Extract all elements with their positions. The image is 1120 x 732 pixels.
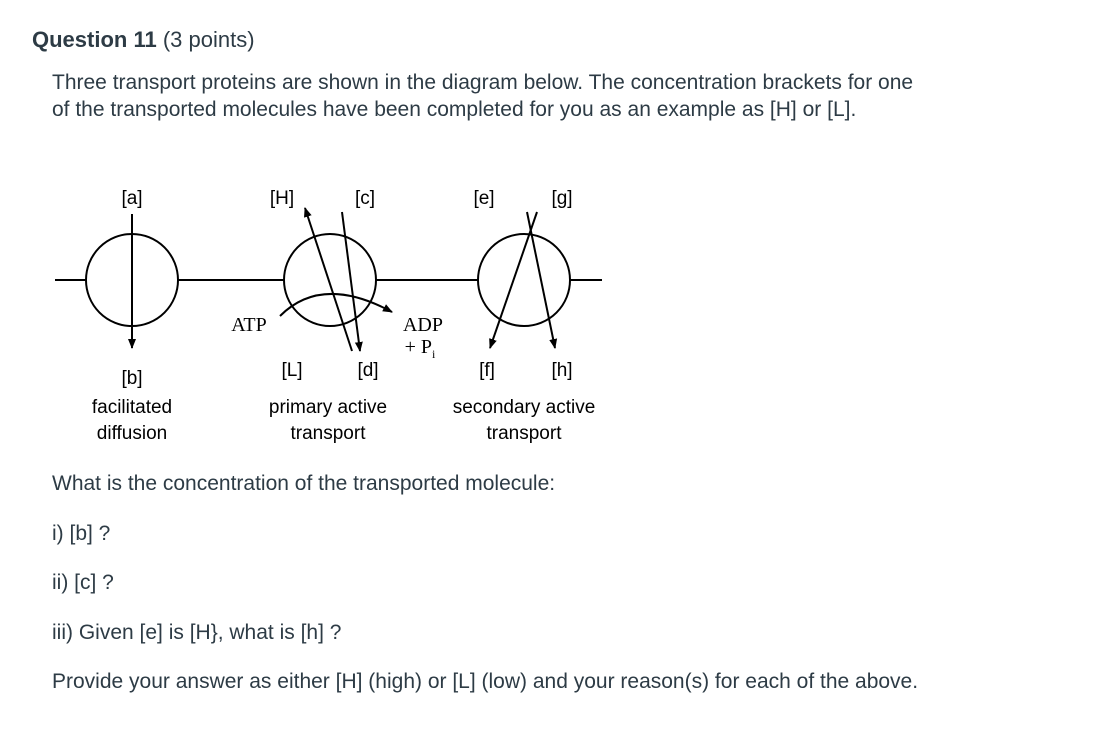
question-prompt: What is the concentration of the transported molecule: (52, 472, 556, 495)
question-header (32, 26, 255, 54)
caption-secondary-2: transport (486, 423, 562, 444)
transport-proteins-diagram (52, 176, 622, 456)
label-c: [c] (354, 188, 376, 209)
answer-instructions: Provide your answer as either [H] (high) or [L] (low) and your reason(s) for each of the above. (52, 670, 919, 693)
label-d: [d] (357, 360, 379, 381)
label-f: [f] (479, 360, 495, 381)
label-h: [h] (551, 360, 573, 381)
label-pi: + $P_i$ (404, 336, 436, 361)
caption-primary-2: transport (290, 423, 366, 444)
question-part-1: i) [b] ? (52, 522, 111, 545)
label-e: [e] (473, 188, 495, 209)
question-points: (3 points) (162, 27, 255, 52)
question-intro (52, 69, 932, 123)
intro-text: Three transport proteins are shown in the diagram below. The concentration brackets for one of the transported molecules have been completed for you as an example as [H] or [L]. (52, 71, 914, 121)
label-b: [b] (121, 368, 143, 389)
caption-secondary-1: secondary active (452, 397, 596, 418)
primary-pump (284, 234, 376, 326)
caption-facilitated-2: diffusion (96, 423, 168, 444)
question-part-3: iii) Given [e] is [H}, what is [h] ? (52, 621, 342, 644)
label-atp: ATP (231, 314, 267, 336)
label-a: [a] (121, 188, 143, 209)
label-H: [H] (269, 188, 295, 209)
label-L: [L] (281, 360, 303, 381)
caption-facilitated-1: facilitated (91, 397, 173, 418)
label-g: [g] (551, 188, 573, 209)
caption-primary-1: primary active (268, 397, 388, 418)
label-adp: ADP (402, 314, 444, 336)
question-part-2: ii) [c] ? (52, 571, 114, 594)
question-title: Question 11 (32, 27, 157, 52)
